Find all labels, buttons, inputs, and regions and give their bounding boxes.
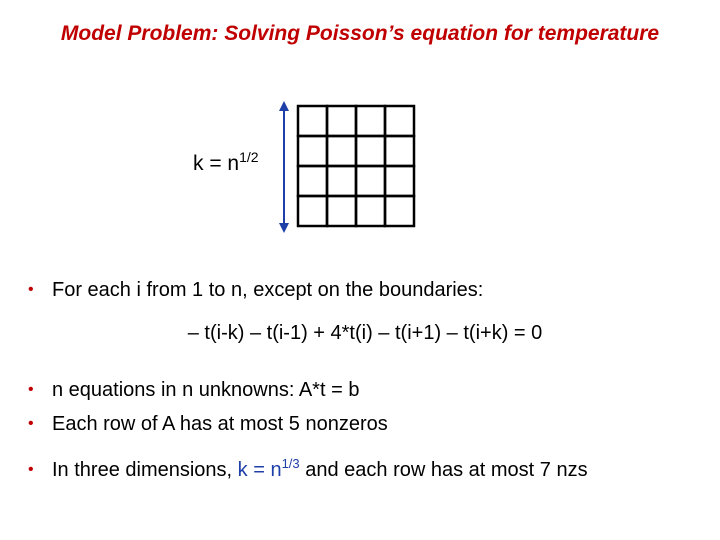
k-label [193,149,259,176]
grid-cell [356,166,385,196]
k-label-exponent: 1/2 [239,149,259,165]
bullet-item-3 [28,413,388,436]
grid-cell [298,166,327,196]
grid-svg [270,100,420,235]
bullet-text-1: For each i from 1 to n, except on the boundaries: [52,279,484,301]
bullet-text-4-k [237,456,300,481]
bullet-dot: • [28,281,34,298]
grid-cell [385,106,414,136]
grid-cell [298,136,327,166]
grid-cell [298,196,327,226]
bullet-item-1 [28,279,483,302]
grid-figure [270,100,420,235]
k3-base: k = n [237,459,282,481]
grid-cell [356,196,385,226]
grid-cell [298,106,327,136]
grid-cell [356,106,385,136]
grid-cell [327,136,356,166]
bullet-item-2 [28,379,359,402]
bullet-item-4 [28,456,588,482]
grid-cell [327,106,356,136]
grid-cell [327,196,356,226]
grid-cell [356,136,385,166]
equation: – t(i-k) – t(i-1) + 4*t(i) – t(i+1) – t(i+k) = 0 [187,322,543,344]
grid-cell [327,166,356,196]
slide-title: Model Problem: Solving Poisson’s equation for temperature [60,22,660,45]
bullet-text-3: Each row of A has at most 5 nonzeros [52,413,388,435]
bullet-text-4-suffix: and each row has at most 7 nzs [299,459,588,481]
bullet-text-4-prefix: In three dimensions, [52,459,238,481]
grid-cell [385,166,414,196]
k3-exponent: 1/3 [281,456,300,471]
k-label-base: k = n [193,152,240,175]
grid-cells [298,106,414,226]
grid-cell [385,196,414,226]
bullet-text-2: n equations in n unknowns: A*t = b [52,379,360,401]
bullet-dot: • [28,381,34,398]
bullet-dot: • [28,461,34,478]
grid-cell [385,136,414,166]
bullet-dot: • [28,415,34,432]
